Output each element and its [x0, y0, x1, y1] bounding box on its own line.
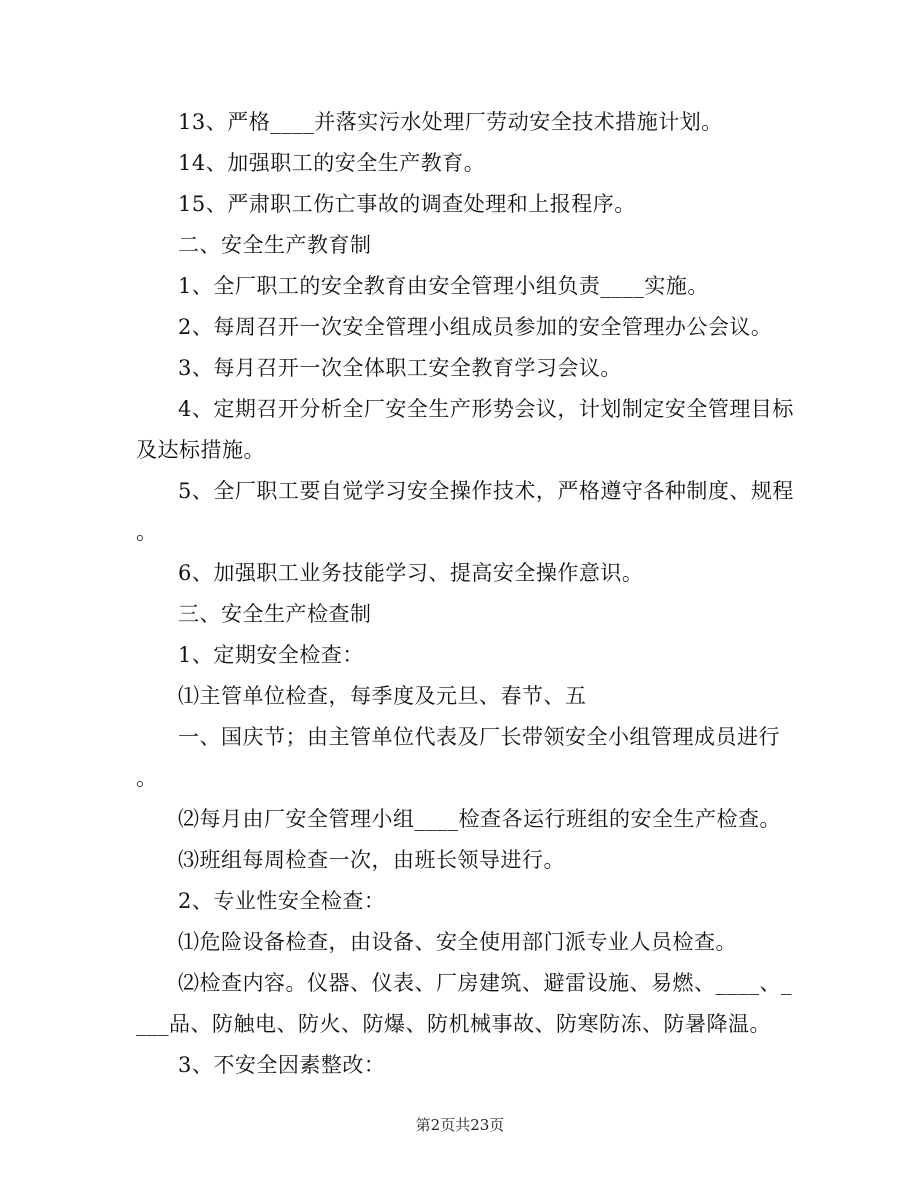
text-line-insp-1-1-end: 。: [136, 766, 158, 790]
text-line-edu-5-cont: 。: [136, 520, 158, 544]
text-line-insp-2-2: ⑵检查内容。仪器、仪表、厂房建筑、避雷设施、易燃、____、_: [178, 971, 792, 995]
text-line-14: 14、加强职工的安全生产教育。: [178, 151, 486, 175]
text-line-insp-2-1: ⑴危险设备检查，由设备、安全使用部门派专业人员检查。: [178, 930, 737, 954]
text-line-edu-4: 4、定期召开分析全厂安全生产形势会议，计划制定安全管理目标: [178, 397, 794, 421]
text-line-15: 15、严肃职工伤亡事故的调查处理和上报程序。: [178, 192, 636, 216]
text-line-insp-1-3: ⑶班组每周检查一次，由班长领导进行。: [178, 848, 565, 872]
text-line-edu-6: 6、加强职工业务技能学习、提高安全操作意识。: [178, 561, 644, 585]
text-line-13: 13、严格____并落实污水处理厂劳动安全技术措施计划。: [178, 110, 723, 134]
text-line-insp-1-1-cont: 一、国庆节；由主管单位代表及厂长带领安全小组管理成员进行: [178, 725, 780, 749]
text-line-edu-3: 3、每月召开一次全体职工安全教育学习会议。: [178, 356, 622, 380]
text-line-insp-2-2-cont: ___品、防触电、防火、防爆、防机械事故、防寒防冻、防暑降温。: [136, 1012, 771, 1036]
text-line-insp-1-1: ⑴主管单位检查，每季度及元旦、春节、五: [178, 684, 587, 708]
section-heading-education: 二、安全生产教育制: [178, 233, 372, 257]
text-line-insp-1-2: ⑵每月由厂安全管理小组____检查各运行班组的安全生产检查。: [178, 807, 781, 831]
text-line-edu-1: 1、全厂职工的安全教育由安全管理小组负责____实施。: [178, 274, 709, 298]
text-line-edu-5: 5、全厂职工要自觉学习安全操作技术，严格遵守各种制度、规程: [178, 479, 794, 503]
text-line-insp-3: 3、不安全因素整改：: [178, 1053, 386, 1077]
text-line-insp-1: 1、定期安全检查：: [178, 643, 364, 667]
section-heading-inspection: 三、安全生产检查制: [178, 602, 372, 626]
text-line-edu-2: 2、每周召开一次安全管理小组成员参加的安全管理办公会议。: [178, 315, 773, 339]
page-number-footer: 第2页共23页: [415, 1116, 505, 1134]
text-line-insp-2: 2、专业性安全检查：: [178, 889, 386, 913]
text-line-edu-4-cont: 及达标措施。: [136, 438, 265, 462]
